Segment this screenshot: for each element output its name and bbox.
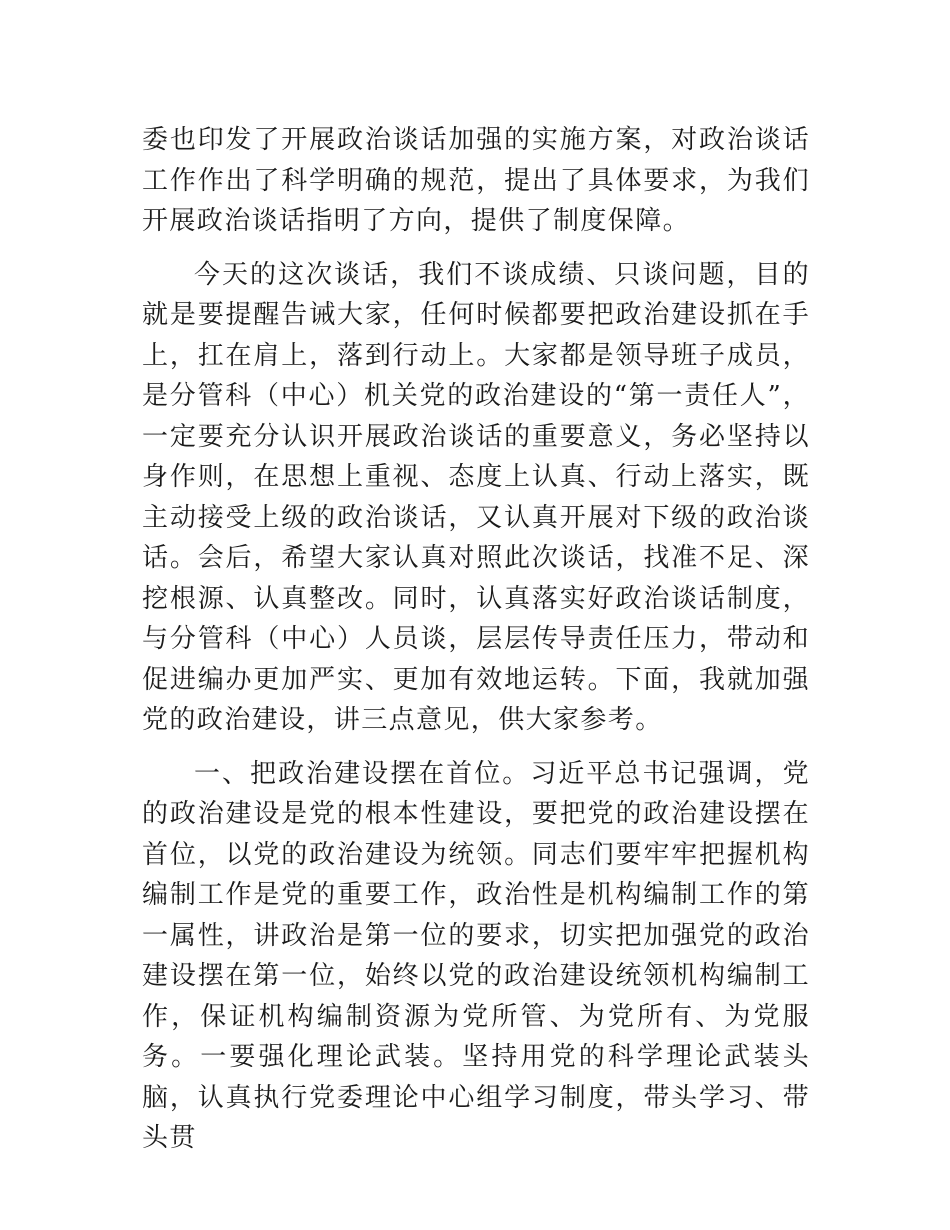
paragraph-3: 一、把政治建设摆在首位。习近平总书记强调，党的政治建设是党的根本性建设，要把党的政治建设摆在首位，以党的政治建设为统领。同志们要牢牢把握机构编制工作是党的重要工作，政治性是机构编制工作的第一属性，讲政治是第一位的要求，切实把加强党的政治建设摆在第一位，始终以党的政治建设统领机构编制工作，保证机构编制资源为党所管、为党所有、为党服务。一要强化理论武装。坚持用党的科学理论武装头脑，认真执行党委理论中心组学习制度，带头学习、带头贯 [142,758,810,1153]
document-body [142,120,810,1159]
paragraph-2: 今天的这次谈话，我们不谈成绩、只谈问题，目的就是要提醒告诫大家，任何时候都要把政治建设抓在手上，扛在肩上，落到行动上。大家都是领导班子成员，是分管科（中心）机关党的政治建设的“第一责任人”，一定要充分认识开展政治谈话的重要意义，务必坚持以身作则，在思想上重视、态度上认真、行动上落实，既主动接受上级的政治谈话，又认真开展对下级的政治谈话。会后，希望大家认真对照此次谈话，找准不足、深挖根源、认真整改。同时，认真落实好政治谈话制度，与分管科（中心）人员谈，层层传导责任压力，带动和促进编办更加严实、更加有效地运转。下面，我就加强党的政治建设，讲三点意见，供大家参考。 [142,259,810,735]
paragraph-1: 委也印发了开展政治谈话加强的实施方案，对政治谈话工作作出了科学明确的规范，提出了具体要求，为我们开展政治谈话指明了方向，提供了制度保障。 [142,125,810,236]
